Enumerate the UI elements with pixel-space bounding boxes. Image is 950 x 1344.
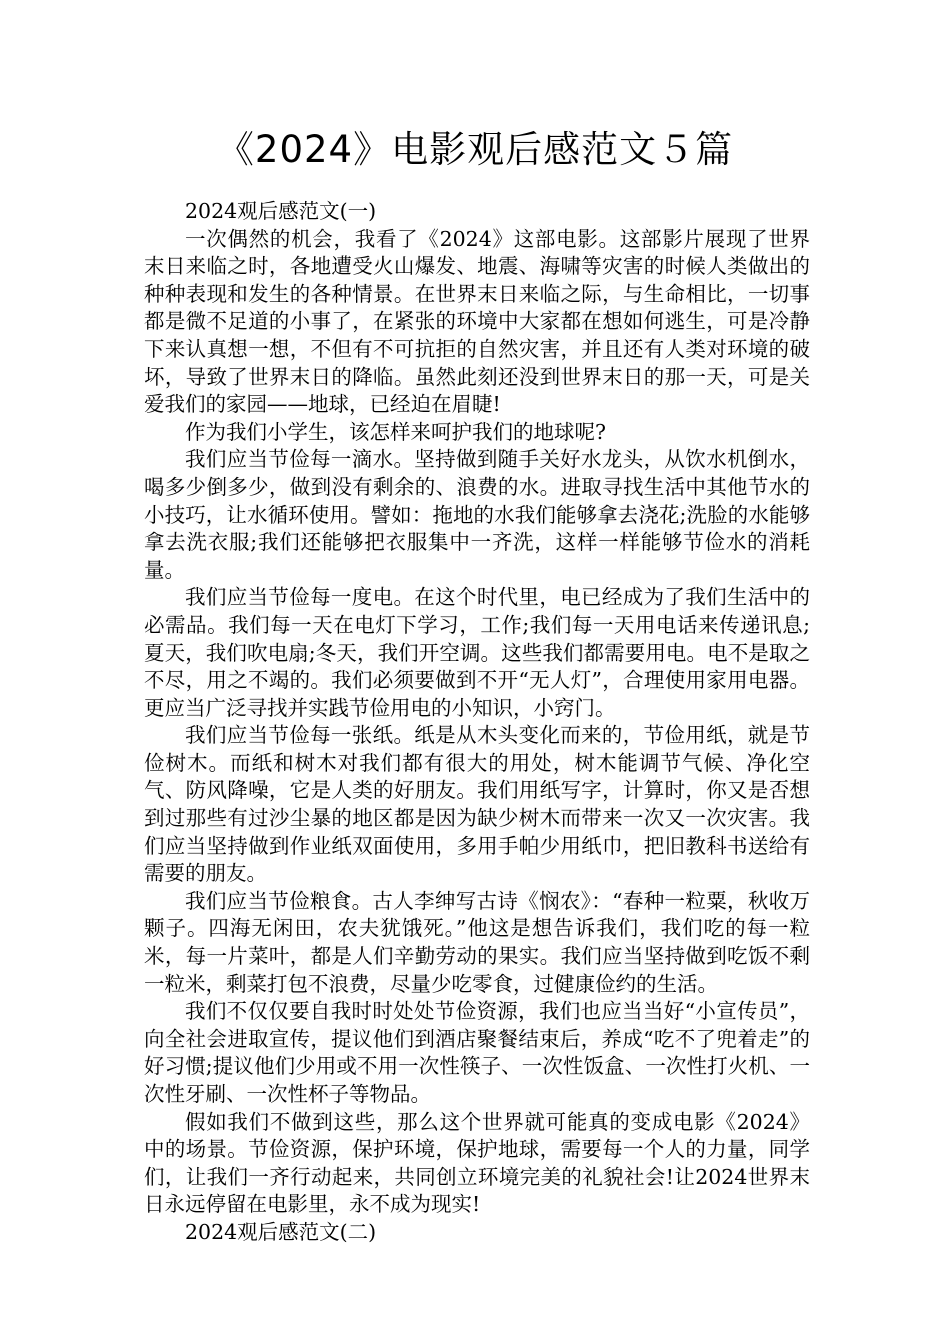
document-title: 《2024》电影观后感范文５篇	[216, 128, 734, 171]
paragraph-save-water: 我们应当节俭每一滴水。坚持做到随手关好水龙头，从饮水机倒水，喝多少倒多少，做到没有剩余的、浪费的水。进取寻找生活中其他节水的小技巧，让水循环使用。譬如：拖地的水我们能够拿去浇花;洗脸的水能够拿去洗衣服;我们还能够把衣服集中一齐洗，这样一样能够节俭水的消耗量。	[144, 447, 810, 582]
section-heading-1: 2024观后感范文(一)	[185, 199, 377, 223]
document-body	[144, 198, 810, 1247]
paragraph-intro: 一次偶然的机会，我看了《2024》这部电影。这部影片展现了世界末日来临之时，各地遭受火山爆发、地震、海啸等灾害的时候人类做出的种种表现和发生的各种情景。在世界末日来临之际，与生命相比，一切事都是微不足道的小事了，在紧张的环境中大家都在想如何逃生，可是冷静下来认真想一想，不但有不可抗拒的自然灾害，并且还有人类对环境的破坏，导致了世界末日的降临。虽然此刻还没到世界末日的那一天，可是关爱我们的家园——地球，已经迫在眉睫!	[144, 226, 810, 417]
paragraph-question: 作为我们小学生，该怎样来呵护我们的地球呢?	[185, 419, 606, 444]
paragraph-promote: 我们不仅仅要自我时时处处节俭资源，我们也应当当好“小宣传员”，向全社会进取宣传，提议他们到酒店聚餐结束后，养成“吃不了兜着走”的好习惯;提议他们少用或不用一次性筷子、一次性饭盒、一次性打火机、一次性牙刷、一次性杯子等物品。	[144, 999, 810, 1106]
paragraph-save-food: 我们应当节俭粮食。古人李绅写古诗《悯农》：“春种一粒粟，秋收万颗子。四海无闲田，农夫犹饿死。”他这是想告诉我们，我们吃的每一粒米，每一片菜叶，都是人们辛勤劳动的果实。我们应当坚持做到吃饭不剩一粒米，剩菜打包不浪费，尽量少吃零食，过健康俭约的生活。	[144, 888, 810, 996]
paragraph-save-paper: 我们应当节俭每一张纸。纸是从木头变化而来的，节俭用纸，就是节俭树木。而纸和树木对我们都有很大的用处，树木能调节气候、净化空气、防风降噪，它是人类的好朋友。我们用纸写字，计算时，你又是否想到过那些有过沙尘暴的地区都是因为缺少树木而带来一次又一次灾害。我们应当坚持做到作业纸双面使用，多用手帕少用纸巾，把旧教科书送给有需要的朋友。	[144, 723, 810, 886]
paragraph-save-electricity: 我们应当节俭每一度电。在这个时代里，电已经成为了我们生活中的必需品。我们每一天在电灯下学习，工作;我们每一天用电话来传递讯息;夏天，我们吹电扇;冬天，我们开空调。这些我们都需要用电。电不是取之不尽，用之不竭的。我们必须要做到不开“无人灯”，合理使用家用电器。更应当广泛寻找并实践节俭用电的小知识，小窍门。	[144, 585, 810, 720]
paragraph-conclusion: 假如我们不做到这些，那么这个世界就可能真的变成电影《2024》中的场景。节俭资源，保护环境，保护地球，需要每一个人的力量，同学们，让我们一齐行动起来，共同创立环境完美的礼貌社会!让2024世界末日永远停留在电影里，永不成为现实!	[144, 1109, 810, 1217]
section-heading-2: 2024观后感范文(二)	[185, 1219, 377, 1244]
